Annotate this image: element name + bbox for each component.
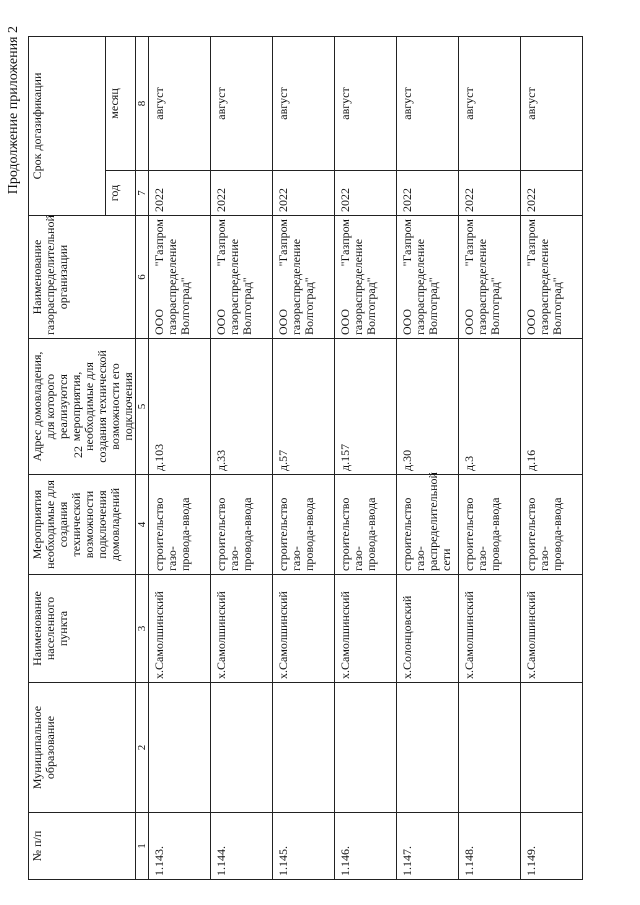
header-row — [29, 36, 106, 879]
year-cell: 2022 — [273, 171, 335, 216]
month-cell: август — [521, 36, 583, 170]
row-number: 1.143. — [149, 813, 211, 880]
measure-cell — [149, 475, 211, 575]
organization-word: "Газпром — [400, 219, 414, 267]
municipality-cell — [521, 683, 583, 813]
measure-line: строительство газо- — [276, 497, 303, 571]
measure-line: провода-ввода — [550, 497, 564, 571]
measure-line: распределительной сети — [426, 472, 453, 571]
measure-cell — [521, 475, 583, 575]
month-cell: август — [273, 36, 335, 170]
month-cell: август — [149, 36, 211, 170]
row-number: 1.146. — [335, 813, 397, 880]
month-cell: август — [459, 36, 521, 170]
settlement-cell: х.Самолшинский — [273, 575, 335, 683]
organization-cell — [211, 216, 273, 339]
header-settlement: Наименование населенного пункта — [29, 575, 136, 683]
header-address: Адрес домовладения, для которого реализуются мероприятия, необходимые для создания технической возможности его подключения — [29, 339, 136, 475]
header-organization: Наименование газораспределительной организации — [29, 216, 136, 339]
organization-line: газораспределение Волгоград" — [351, 238, 378, 335]
measure-cell — [211, 475, 273, 575]
organization-word: ООО — [214, 309, 228, 335]
measure-line: провода-ввода — [240, 497, 254, 571]
gasification-table — [28, 36, 583, 880]
column-index: 5 — [136, 339, 149, 475]
measure-line: провода-ввода — [178, 497, 192, 571]
organization-line: газораспределение Волгоград" — [537, 238, 564, 335]
organization-word: "Газпром — [338, 219, 352, 267]
organization-cell — [397, 216, 459, 339]
measure-line: строительство газо- — [524, 497, 551, 571]
organization-word: ООО — [276, 309, 290, 335]
settlement-cell: х.Самолшинский — [335, 575, 397, 683]
measure-line: провода-ввода — [364, 497, 378, 571]
measure-cell — [273, 475, 335, 575]
address-cell: д.30 — [397, 339, 459, 475]
organization-word: "Газпром — [524, 219, 538, 267]
organization-cell — [521, 216, 583, 339]
organization-cell — [273, 216, 335, 339]
organization-cell — [459, 216, 521, 339]
appendix-caption: Продолжение приложения 2 — [6, 26, 21, 195]
organization-cell — [149, 216, 211, 339]
organization-word: ООО — [524, 309, 538, 335]
measure-line: провода-ввода — [302, 497, 316, 571]
municipality-cell — [459, 683, 521, 813]
address-cell: д.103 — [149, 339, 211, 475]
header-term: Срок догазификации — [29, 36, 106, 215]
column-index: 2 — [136, 683, 149, 813]
organization-line: газораспределение Волгоград" — [165, 238, 192, 335]
column-index: 7 — [136, 171, 149, 216]
table-row — [521, 36, 583, 879]
table-row — [211, 36, 273, 879]
table-row — [459, 36, 521, 879]
month-cell: август — [397, 36, 459, 170]
municipality-cell — [397, 683, 459, 813]
municipality-cell — [149, 683, 211, 813]
header-year: год — [105, 171, 135, 216]
settlement-cell: х.Солонцовский — [397, 575, 459, 683]
measure-line: провода-ввода — [488, 497, 502, 571]
settlement-cell: х.Самолшинский — [459, 575, 521, 683]
row-number: 1.144. — [211, 813, 273, 880]
year-cell: 2022 — [521, 171, 583, 216]
column-index: 1 — [136, 813, 149, 880]
year-cell: 2022 — [211, 171, 273, 216]
year-cell: 2022 — [335, 171, 397, 216]
organization-word: ООО — [400, 309, 414, 335]
municipality-cell — [335, 683, 397, 813]
year-cell: 2022 — [149, 171, 211, 216]
row-number: 1.149. — [521, 813, 583, 880]
year-cell: 2022 — [459, 171, 521, 216]
measure-cell — [459, 475, 521, 575]
settlement-cell: х.Самолшинский — [521, 575, 583, 683]
table-row — [273, 36, 335, 879]
column-index: 3 — [136, 575, 149, 683]
organization-word: ООО — [152, 309, 166, 335]
header-municipality: Муниципальное образование — [29, 683, 136, 813]
address-cell: д.16 — [521, 339, 583, 475]
header-measures: Мероприятия необходимые для создания технической возможности подключения домовладений — [29, 475, 136, 575]
organization-word: ООО — [462, 309, 476, 335]
measure-line: строительство газо- — [338, 497, 365, 571]
table-row — [335, 36, 397, 879]
header-no: № п/п — [29, 813, 136, 880]
address-cell: д.157 — [335, 339, 397, 475]
organization-word: "Газпром — [214, 219, 228, 267]
measure-cell — [335, 475, 397, 575]
column-index: 8 — [136, 36, 149, 170]
page-number: 22 — [71, 446, 85, 458]
month-cell: август — [211, 36, 273, 170]
measure-line: строительство газо- — [152, 497, 179, 571]
organization-word: "Газпром — [152, 219, 166, 267]
row-number: 1.147. — [397, 813, 459, 880]
table-row — [149, 36, 211, 879]
header-month: месяц — [105, 36, 135, 170]
address-cell: д.57 — [273, 339, 335, 475]
measure-cell — [397, 472, 459, 575]
table-row — [397, 36, 459, 879]
address-cell: д.3 — [459, 339, 521, 475]
organization-line: газораспределение Волгоград" — [413, 238, 440, 335]
row-number: 1.148. — [459, 813, 521, 880]
municipality-cell — [211, 683, 273, 813]
column-index: 6 — [136, 216, 149, 339]
settlement-cell: х.Самолшинский — [149, 575, 211, 683]
organization-line: газораспределение Волгоград" — [289, 238, 316, 335]
organization-line: газораспределение Волгоград" — [227, 238, 254, 335]
year-cell: 2022 — [397, 171, 459, 216]
organization-word: "Газпром — [462, 219, 476, 267]
measure-line: строительство газо- — [400, 497, 427, 571]
address-cell: д.33 — [211, 339, 273, 475]
organization-word: ООО — [338, 309, 352, 335]
month-cell: август — [335, 36, 397, 170]
measure-line: строительство газо- — [214, 497, 241, 571]
municipality-cell — [273, 683, 335, 813]
measure-line: строительство газо- — [462, 497, 489, 571]
organization-word: "Газпром — [276, 219, 290, 267]
settlement-cell: х.Самолшинский — [211, 575, 273, 683]
organization-line: газораспределение Волгоград" — [475, 238, 502, 335]
column-index-row — [136, 36, 149, 879]
organization-cell — [335, 216, 397, 339]
row-number: 1.145. — [273, 813, 335, 880]
column-index: 4 — [136, 475, 149, 575]
